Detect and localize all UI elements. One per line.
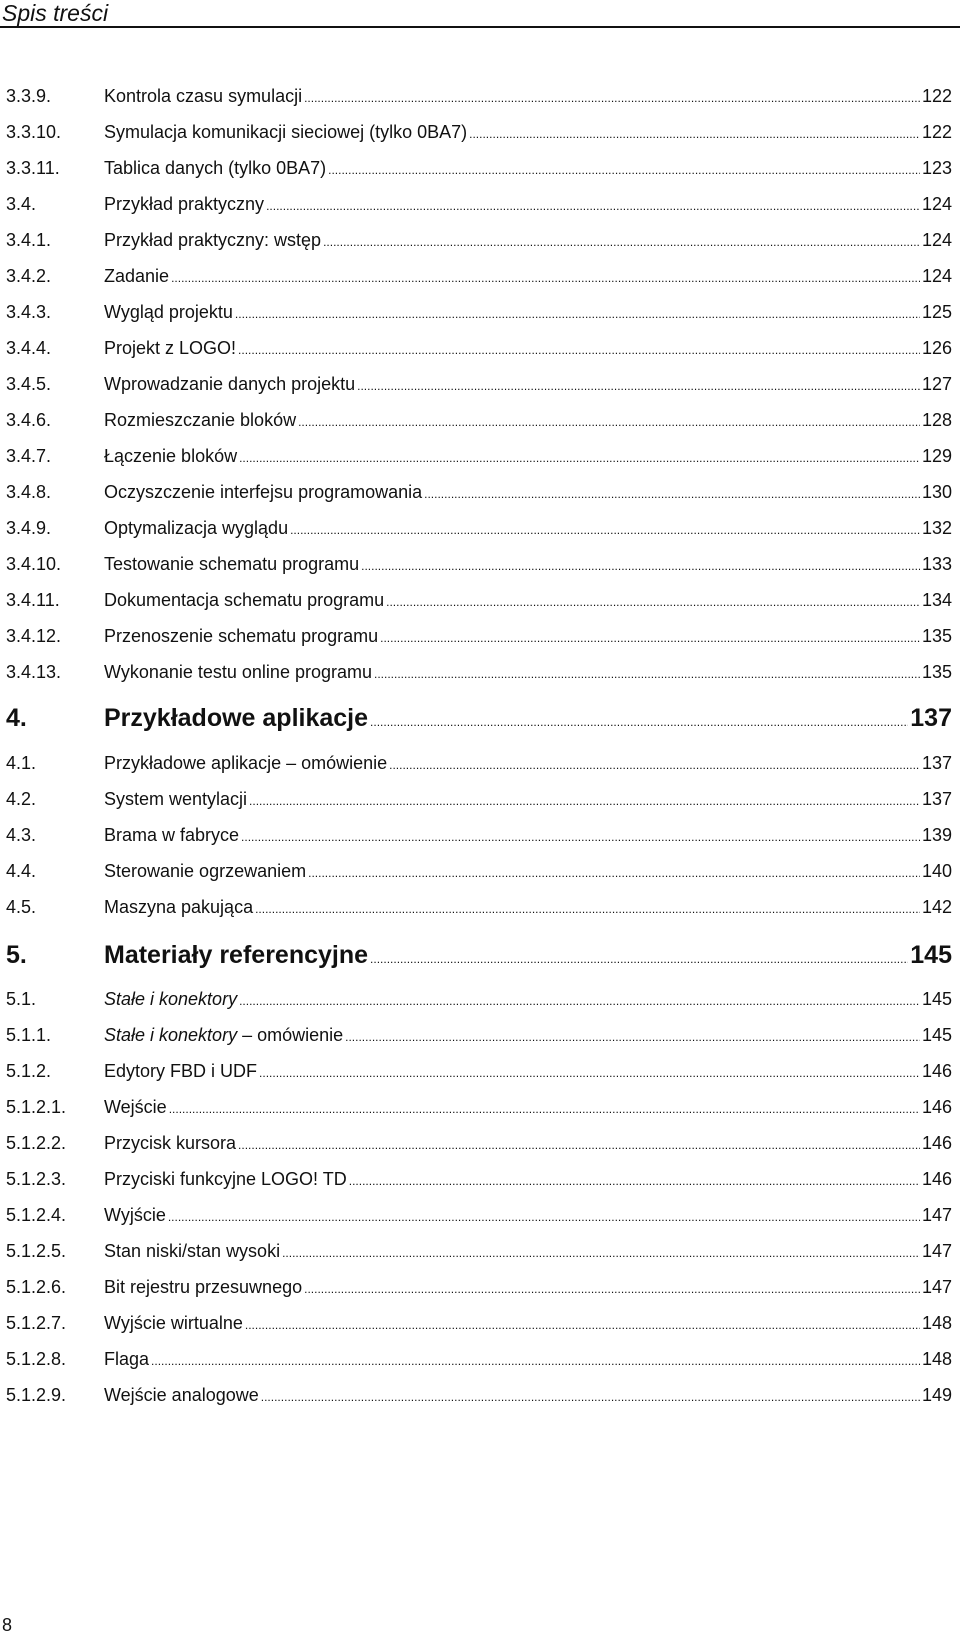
toc-entry-title: Edytory FBD i UDF: [104, 1061, 258, 1081]
toc-dot-leader: [241, 831, 920, 843]
toc-entry[interactable]: [6, 301, 952, 323]
toc-entry-page: 134: [921, 590, 952, 610]
toc-entry[interactable]: [6, 1168, 952, 1190]
toc-entry-number: 3.3.9.: [6, 86, 52, 106]
toc-entry-page: 147: [921, 1241, 952, 1261]
toc-entry-number: 3.4.2.: [6, 266, 52, 286]
toc-dot-leader: [424, 488, 920, 500]
toc-entry-title: Tablica danych (tylko 0BA7): [104, 158, 327, 178]
toc-entry-number: 5.1.2.: [6, 1061, 52, 1081]
toc-entry-title: Łączenie bloków: [104, 446, 238, 466]
toc-entry[interactable]: [6, 1384, 952, 1406]
toc-dot-leader: [469, 128, 920, 140]
toc-dot-leader: [374, 668, 920, 680]
toc-entry-page: 140: [921, 861, 952, 881]
toc-entry-number: 4.1.: [6, 753, 37, 773]
toc-entry[interactable]: [6, 337, 952, 359]
toc-entry[interactable]: [6, 229, 952, 251]
toc-entry-number: 3.4.13.: [6, 662, 62, 682]
toc-entry-page: 137: [921, 753, 952, 773]
toc-entry-page: 137: [910, 704, 952, 732]
toc-entry-page: 137: [921, 789, 952, 809]
toc-entry-page: 142: [921, 897, 952, 917]
toc-entry[interactable]: [6, 1312, 952, 1334]
toc-entry-page: 146: [921, 1133, 952, 1153]
toc-entry-page: 146: [921, 1169, 952, 1189]
toc-dot-leader: [370, 716, 908, 728]
toc-entry-number: 3.4.5.: [6, 374, 52, 394]
toc-dot-leader: [328, 164, 920, 176]
toc-entry-number: 3.4.11.: [6, 590, 60, 610]
toc-entry[interactable]: [6, 85, 952, 107]
toc-entry-number: 3.4.1.: [6, 230, 52, 250]
toc-dot-leader: [323, 236, 920, 248]
toc-entry-number: 5.1.2.7.: [6, 1313, 67, 1333]
toc-entry[interactable]: [6, 553, 952, 575]
toc-dot-leader: [386, 596, 920, 608]
toc-entry-page: 133: [921, 554, 952, 574]
toc-entry-title: Brama w fabryce: [104, 825, 240, 845]
toc-dot-leader: [239, 995, 920, 1007]
toc-entry[interactable]: [6, 1276, 952, 1298]
toc-entry[interactable]: [6, 1204, 952, 1226]
toc-dot-leader: [171, 272, 920, 284]
toc-entry-page: 129: [921, 446, 952, 466]
toc-entry-number: 3.4.4.: [6, 338, 52, 358]
toc-entry-title: Symulacja komunikacji sieciowej (tylko 0BA7): [104, 122, 468, 142]
toc-entry-page: 145: [921, 1025, 952, 1045]
toc-entry-page: 149: [921, 1385, 952, 1405]
toc-entry[interactable]: [6, 409, 952, 431]
toc-entry[interactable]: [6, 517, 952, 539]
toc-entry-number: 4.5.: [6, 897, 37, 917]
toc-entry-page: 123: [921, 158, 952, 178]
toc-entry-page: 122: [921, 86, 952, 106]
toc-entry-page: 147: [921, 1277, 952, 1297]
toc-entry[interactable]: [6, 1240, 952, 1262]
toc-entry-number: 3.4.7.: [6, 446, 52, 466]
toc-entry[interactable]: [6, 265, 952, 287]
toc-dot-leader: [169, 1103, 920, 1115]
toc-entry-title: Wyjście wirtualne: [104, 1313, 243, 1333]
toc-entry-page: 126: [921, 338, 952, 358]
toc-dot-leader: [249, 795, 920, 807]
toc-dot-leader: [168, 1211, 920, 1223]
toc-chapter-entry[interactable]: [6, 940, 952, 970]
toc-entry-title: Maszyna pakująca: [104, 897, 254, 917]
toc-entry-page: 125: [921, 302, 952, 322]
toc-entry[interactable]: [6, 788, 952, 810]
toc-dot-leader: [255, 903, 920, 915]
toc-entry[interactable]: [6, 896, 952, 918]
toc-entry[interactable]: [6, 824, 952, 846]
toc-dot-leader: [389, 759, 920, 771]
toc-entry-number: 3.3.10.: [6, 122, 62, 142]
toc-dot-leader: [304, 1283, 920, 1295]
toc-entry[interactable]: [6, 589, 952, 611]
toc-dot-leader: [259, 1067, 920, 1079]
toc-entry[interactable]: [6, 121, 952, 143]
toc-entry-title: Flaga: [104, 1349, 150, 1369]
toc-dot-leader: [245, 1319, 920, 1331]
toc-entry-title: Przykład praktyczny: [104, 194, 265, 214]
toc-entry[interactable]: [6, 1024, 952, 1046]
toc-entry-number: 3.4.9.: [6, 518, 52, 538]
toc-dot-leader: [266, 200, 920, 212]
toc-entry[interactable]: [6, 1348, 952, 1370]
toc-entry-page: 122: [921, 122, 952, 142]
toc-entry[interactable]: [6, 661, 952, 683]
toc-entry-number: 3.4.6.: [6, 410, 52, 430]
toc-entry-page: 146: [921, 1097, 952, 1117]
toc-entry[interactable]: [6, 193, 952, 215]
toc-entry[interactable]: [6, 445, 952, 467]
toc-entry-page: 148: [921, 1313, 952, 1333]
toc-entry-page: 148: [921, 1349, 952, 1369]
toc-entry-number: 4.4.: [6, 861, 37, 881]
toc-dot-leader: [290, 524, 920, 536]
toc-entry-page: 139: [921, 825, 952, 845]
toc-chapter-entry[interactable]: [6, 703, 952, 733]
toc-entry-title: Stan niski/stan wysoki: [104, 1241, 281, 1261]
toc-entry-number: 5.1.2.1.: [6, 1097, 67, 1117]
toc-dot-leader: [304, 92, 920, 104]
toc-entry-title: Wejście analogowe: [104, 1385, 259, 1405]
toc-dot-leader: [357, 380, 920, 392]
toc-entry-page: 146: [921, 1061, 952, 1081]
toc-entry-title: Przykładowe aplikacje – omówienie: [104, 753, 388, 773]
toc-entry-title: Wprowadzanie danych projektu: [104, 374, 356, 394]
toc-entry-title: Przenoszenie schematu programu: [104, 626, 379, 646]
toc-entry[interactable]: [6, 988, 952, 1010]
toc-entry-title: Testowanie schematu programu: [104, 554, 360, 574]
toc-entry[interactable]: [6, 752, 952, 774]
toc-entry-page: 145: [910, 941, 952, 969]
toc-entry-number: 5.1.2.4.: [6, 1205, 67, 1225]
toc-entry-number: 5.1.2.5.: [6, 1241, 67, 1261]
toc-entry-title: Wygląd projektu: [104, 302, 233, 322]
toc-entry-number: 5.1.2.8.: [6, 1349, 67, 1369]
toc-entry[interactable]: [6, 860, 952, 882]
toc-entry-number: 4.3.: [6, 825, 37, 845]
toc-entry-title: [104, 1024, 343, 1046]
toc-entry-title: System wentylacji: [104, 789, 248, 809]
toc-dot-leader: [308, 867, 920, 879]
toc-entry-number: 5.1.2.3.: [6, 1169, 67, 1189]
toc-entry-title: Wykonanie testu online programu: [104, 662, 372, 682]
header-title: Spis treści: [2, 0, 109, 26]
toc-entry-title: Przykładowe aplikacje: [104, 704, 369, 732]
toc-entry-page: 132: [921, 518, 952, 538]
toc-entry-page: 128: [921, 410, 952, 430]
toc-entry-title: Optymalizacja wyglądu: [104, 518, 289, 538]
toc-entry-title: Stałe i konektory: [104, 989, 238, 1009]
toc-entry-page: 127: [921, 374, 952, 394]
toc-entry-number: 5.1.2.9.: [6, 1385, 67, 1405]
toc-entry-title: Przyciski funkcyjne LOGO! TD: [104, 1169, 347, 1189]
toc-entry-page: 145: [921, 989, 952, 1009]
toc-entry-number: 3.4.8.: [6, 482, 52, 502]
toc-dot-leader: [235, 308, 920, 320]
toc-entry-title: Dokumentacja schematu programu: [104, 590, 385, 610]
toc-entry[interactable]: [6, 373, 952, 395]
toc-entry-page: 135: [921, 662, 952, 682]
toc-entry-number: 5.: [6, 941, 27, 969]
toc-entry-number: 3.4.10.: [6, 554, 62, 574]
toc-entry-page: 124: [921, 230, 952, 250]
toc-dot-leader: [345, 1031, 920, 1043]
toc-entry-title: Wejście: [104, 1097, 167, 1117]
toc-entry-number: 3.4.: [6, 194, 37, 214]
toc-entry-number: 5.1.1.: [6, 1025, 52, 1045]
toc-entry-page: 147: [921, 1205, 952, 1225]
toc-dot-leader: [370, 953, 908, 965]
toc-entry-title-italic: Stałe i konektory: [104, 1025, 238, 1045]
toc-entry-title: Bit rejestru przesuwnego: [104, 1277, 303, 1297]
toc-entry-title: Zadanie: [104, 266, 170, 286]
toc-entry-number: 5.1.: [6, 989, 37, 1009]
toc-entry-title: Rozmieszczanie bloków: [104, 410, 297, 430]
toc-entry[interactable]: [6, 625, 952, 647]
toc-entry-number: 4.: [6, 704, 27, 732]
toc-entry-number: 3.4.12.: [6, 626, 62, 646]
toc-entry-title: Oczyszczenie interfejsu programowania: [104, 482, 423, 502]
toc-entry-number: 4.2.: [6, 789, 37, 809]
toc-entry-number: 5.1.2.6.: [6, 1277, 67, 1297]
page-number: 8: [2, 1615, 13, 1635]
toc-entry-title-rest: – omówienie: [237, 1025, 344, 1045]
toc-entry-number: 5.1.2.2.: [6, 1133, 67, 1153]
toc-dot-leader: [282, 1247, 920, 1259]
toc-entry-title: Projekt z LOGO!: [104, 338, 237, 358]
toc-entry[interactable]: [6, 1060, 952, 1082]
toc-entry-title: Sterowanie ogrzewaniem: [104, 861, 307, 881]
toc-entry-number: 3.4.3.: [6, 302, 52, 322]
toc-entry-title: Materiały referencyjne: [104, 941, 369, 969]
toc-entry-page: 130: [921, 482, 952, 502]
toc-dot-leader: [261, 1391, 920, 1403]
toc-dot-leader: [361, 560, 920, 572]
toc-dot-leader: [298, 416, 920, 428]
toc-dot-leader: [380, 632, 920, 644]
toc-entry-page: 135: [921, 626, 952, 646]
toc-entry-title: Kontrola czasu symulacji: [104, 86, 303, 106]
toc-entry[interactable]: [6, 1132, 952, 1154]
toc-dot-leader: [238, 344, 920, 356]
toc-entry-title: Przycisk kursora: [104, 1133, 237, 1153]
toc-entry[interactable]: [6, 481, 952, 503]
toc-entry[interactable]: [6, 1096, 952, 1118]
toc-entry-page: 124: [921, 194, 952, 214]
toc-dot-leader: [151, 1355, 920, 1367]
toc-entry-title: Przykład praktyczny: wstęp: [104, 230, 322, 250]
toc-entry-page: 124: [921, 266, 952, 286]
toc-entry-number: 3.3.11.: [6, 158, 60, 178]
toc-dot-leader: [239, 452, 920, 464]
toc-entry-title: Wyjście: [104, 1205, 166, 1225]
toc-entry[interactable]: [6, 157, 952, 179]
toc-dot-leader: [349, 1175, 920, 1187]
toc-dot-leader: [238, 1139, 920, 1151]
